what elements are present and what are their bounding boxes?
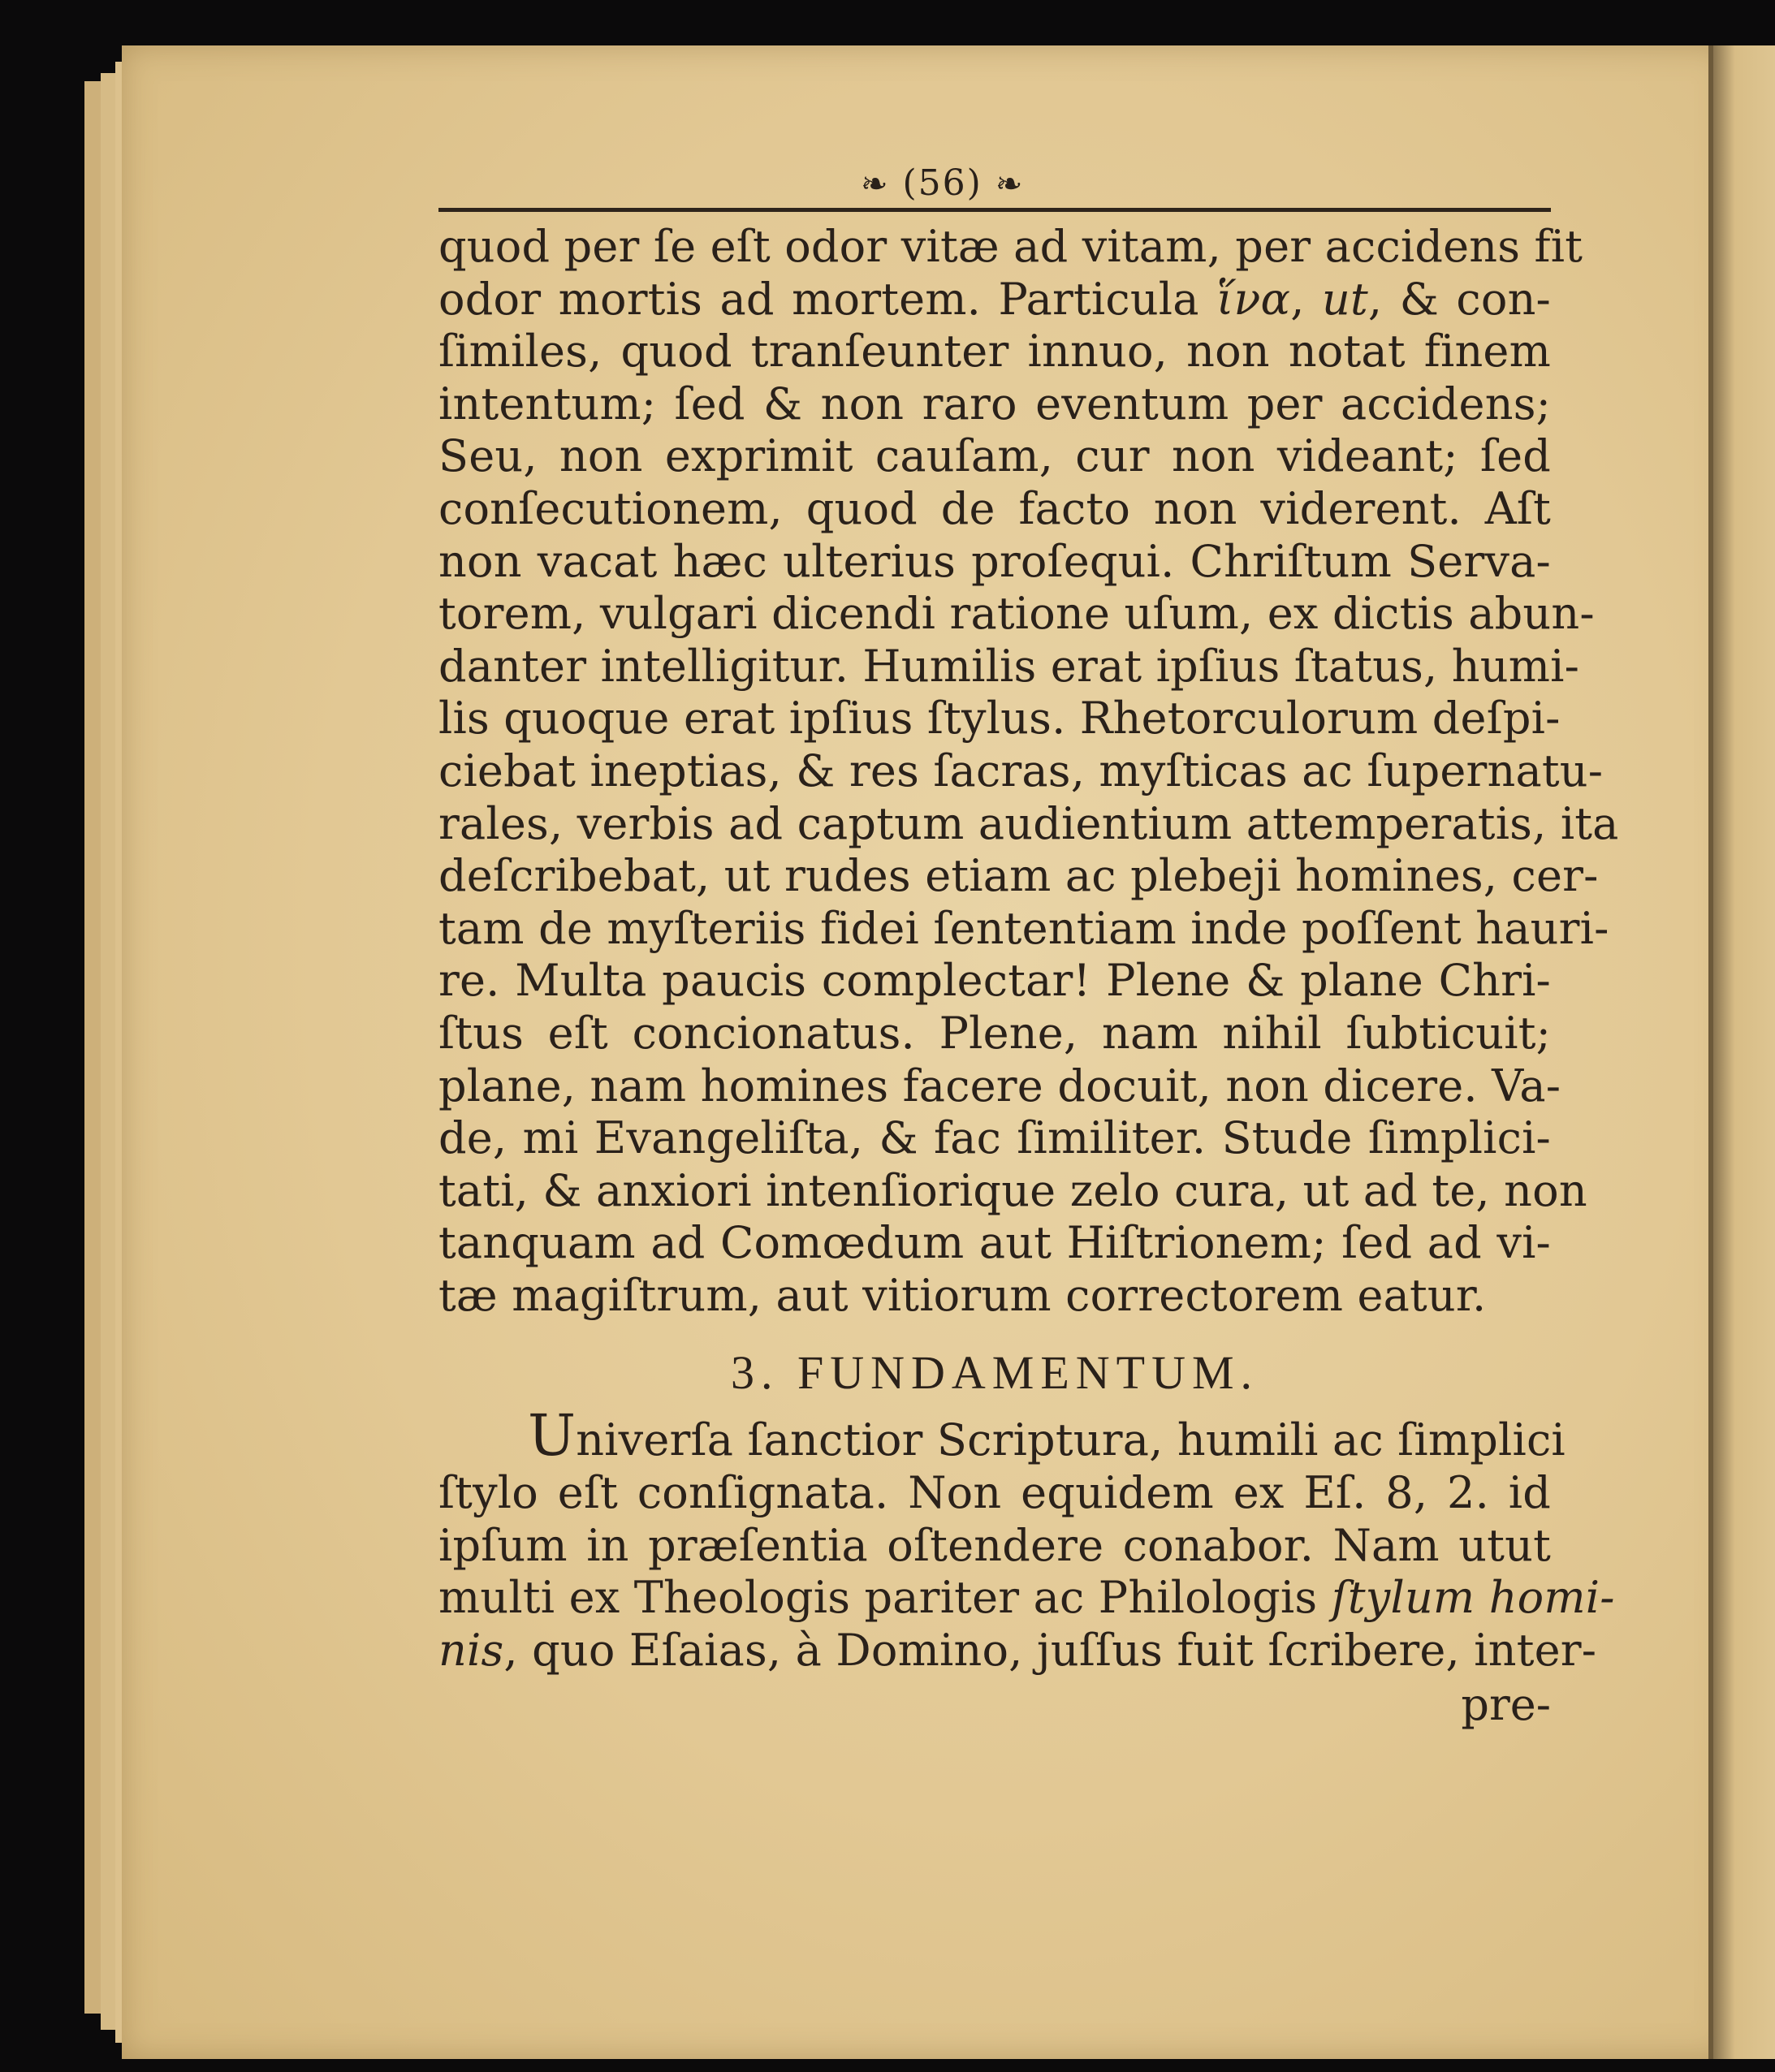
text-line: ciebat ineptias, & res ſacras, myſticas ac ſupernatu- — [438, 745, 1604, 796]
text-line: non vacat hæc ulterius proſequi. Chriſtum Serva- — [438, 535, 1551, 587]
drop-capital: U — [528, 1402, 577, 1470]
text-line: multi ex Theologis pariter ac Philologis ſtylum homi- — [438, 1572, 1615, 1624]
text-line: tanquam ad Comœdum aut Hiſtrionem; ſed ad vi- — [438, 1217, 1551, 1269]
text-line: ſimiles, quod tranſeunter innuo, non notat finem — [438, 326, 1551, 378]
facing-page — [1713, 45, 1775, 2059]
text-line: ſtylo eſt conſignata. Non equidem ex Eſ. 8, 2. id — [438, 1467, 1551, 1519]
text-line: odor mortis ad mortem. Particula ἵνα, ut, & con- — [438, 273, 1551, 325]
text-line: danter intelligitur. Humilis erat ipſius ſtatus, humi- — [438, 640, 1580, 692]
text-line: torem, vulgari dicendi ratione uſum, ex dictis abun- — [438, 588, 1595, 640]
text-line: tati, & anxiori intenſiorique zelo cura, ut ad te, non — [438, 1164, 1587, 1216]
fleuron-left-icon: ❧ — [861, 166, 890, 203]
text-line: plane, nam homines facere docuit, non dicere. Va- — [438, 1060, 1561, 1112]
text-line: re. Multa paucis complectar! Plene & plane Chri- — [438, 955, 1551, 1007]
text-line: nis, quo Eſaias, à Domino, juſſus fuit ſcribere, inter- — [438, 1624, 1597, 1676]
page-text-block — [438, 162, 1619, 1733]
text-line: tæ magiſtrum, aut vitiorum correctorem eatur. — [438, 1269, 1487, 1321]
section-heading: 3. FUNDAMENTUM. — [730, 1346, 1259, 1400]
header-rule — [438, 208, 1551, 212]
catchword: pre- — [1461, 1679, 1551, 1731]
text-line: rales, verbis ad captum audientium attemperatis, ita — [438, 797, 1619, 849]
page-number: ❧ (56) ❧ — [861, 162, 1025, 204]
text-line: Seu, non exprimit cauſam, cur non videant; ſed — [438, 430, 1551, 482]
running-header — [438, 162, 1551, 214]
text-line: tam de myſteriis fidei ſententiam inde poſſent hauri- — [438, 902, 1609, 954]
fleuron-right-icon: ❧ — [995, 166, 1025, 203]
text-line: ſtus eſt concionatus. Plene, nam nihil ſubticuit; — [438, 1007, 1551, 1059]
text-line: ipſum in præſentia oſtendere conabor. Nam utut — [438, 1519, 1551, 1571]
text-line: quod per ſe eſt odor vitæ ad vitam, per accidens fit — [438, 221, 1583, 272]
text-line: lis quoque erat ipſius ſtylus. Rhetorculorum deſpi- — [438, 693, 1561, 745]
text-line: Univerſa ſanctior Scriptura, humili ac ſimplici — [528, 1402, 1566, 1470]
text-line: conſecutionem, quod de facto non viderent. Aſt — [438, 482, 1551, 534]
text-line: intentum; ſed & non raro eventum per accidens; — [438, 378, 1551, 430]
text-line: deſcribebat, ut rudes etiam ac plebeji homines, cer- — [438, 850, 1599, 902]
text-line: de, mi Evangeliſta, & fac ſimiliter. Stude ſimplici- — [438, 1112, 1551, 1164]
